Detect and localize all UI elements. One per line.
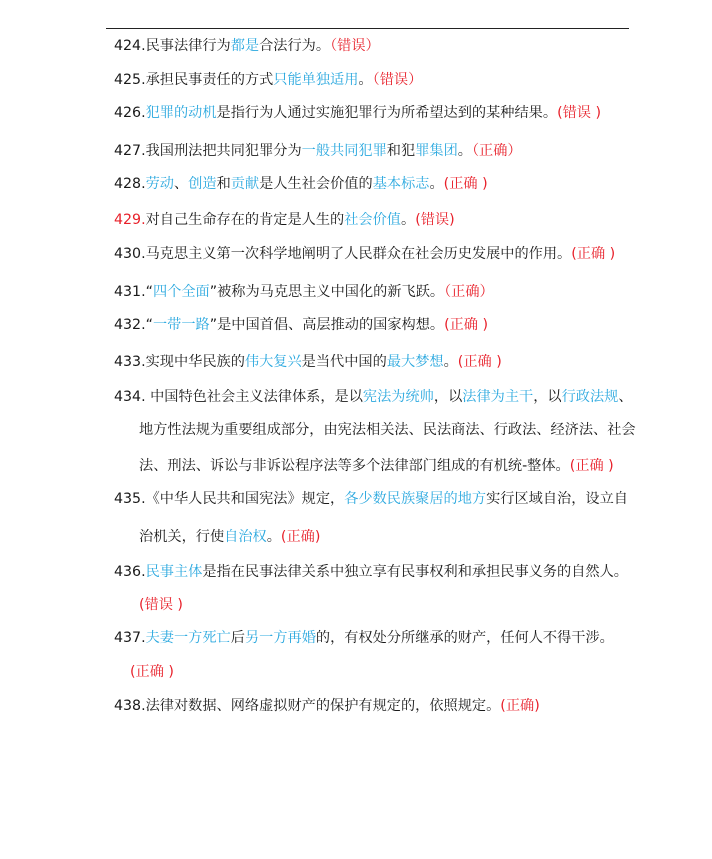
text-segment: 、 <box>618 389 633 405</box>
text-segment: 实行区域自治，设立自 <box>486 491 628 507</box>
highlight-term: 四个全面 <box>152 284 210 300</box>
highlight-term: 只能单独适用 <box>273 72 359 88</box>
text-line <box>114 387 633 407</box>
text-segment: 。 <box>358 72 373 88</box>
text-line <box>114 696 540 716</box>
text-line <box>114 141 522 161</box>
highlight-term: 贡献 <box>230 176 260 192</box>
answer-mark: （错误） <box>372 72 423 88</box>
highlight-term: 夫妻一方死亡 <box>145 630 231 646</box>
answer-mark: (正确 ) <box>444 317 489 333</box>
text-line <box>114 244 615 264</box>
text-line <box>114 562 628 582</box>
highlight-term: 基本标志 <box>372 176 430 192</box>
text-segment: 438.法律对数据、网络虚拟财产的保护有规定的，依照规定。 <box>114 698 501 714</box>
text-line <box>139 595 183 615</box>
highlight-term: 自治权 <box>224 529 267 545</box>
text-segment: 对自己生命存在的肯定是人生的 <box>145 212 345 228</box>
highlight-term: 劳动 <box>145 176 174 192</box>
text-segment: 432.“ <box>114 317 153 333</box>
highlight-term: 都是 <box>230 38 260 54</box>
highlight-term: 犯罪的动机 <box>145 105 217 121</box>
highlight-term: 行政法规 <box>561 389 619 405</box>
text-segment: 427.我国刑法把共同犯罪分为 <box>114 143 302 159</box>
text-segment: 。 <box>457 143 472 159</box>
answer-mark: （正确） <box>471 143 522 159</box>
text-segment: 。 <box>429 176 444 192</box>
text-line <box>114 70 422 90</box>
text-segment: 426. <box>114 105 146 121</box>
answer-mark: (错误 ) <box>139 597 183 613</box>
answer-mark: (正确 ) <box>571 246 616 262</box>
text-segment: 428. <box>114 176 146 192</box>
text-segment: 431.“ <box>114 284 153 300</box>
text-segment: 是当代中国的 <box>301 354 387 370</box>
text-segment: 424.民事法律行为 <box>114 38 231 54</box>
text-segment: 后 <box>230 630 245 646</box>
text-segment: 是人生社会价值的 <box>259 176 373 192</box>
text-segment: 437. <box>114 630 146 646</box>
text-segment: 435.《中华人民共和国宪法》规定， <box>114 491 345 507</box>
text-segment: 434. 中国特色社会主义法律体系，是以 <box>114 389 363 405</box>
text-segment: 治机关，行使 <box>139 529 225 545</box>
highlight-term: 一带一路 <box>152 317 210 333</box>
answer-mark: (错误 ) <box>557 105 602 121</box>
answer-mark: 429. <box>114 212 146 228</box>
answer-mark: （错误） <box>330 38 380 54</box>
answer-mark: (错误) <box>415 212 455 228</box>
text-line <box>114 489 628 509</box>
text-segment: 436. <box>114 564 146 580</box>
text-segment: ，以 <box>533 389 562 405</box>
text-line <box>114 210 455 230</box>
text-line <box>114 36 380 56</box>
text-segment: ”是中国首倡、高层推动的国家构想。 <box>209 317 445 333</box>
highlight-term: 一般共同犯罪 <box>301 143 387 159</box>
answer-mark: (正确 ) <box>457 354 502 370</box>
highlight-term: 创造 <box>188 176 217 192</box>
answer-mark: (正确 ) <box>130 664 174 680</box>
text-segment: 。 <box>266 529 281 545</box>
highlight-term: 社会价值 <box>344 212 401 228</box>
highlight-term: 罪集团 <box>415 143 458 159</box>
answer-mark: (正确) <box>280 529 321 545</box>
text-segment: 、 <box>173 176 189 192</box>
text-line <box>114 174 488 194</box>
text-segment: 和犯 <box>386 143 416 159</box>
highlight-term: 法律为主干 <box>462 389 534 405</box>
highlight-term: 伟大复兴 <box>244 354 302 370</box>
answer-mark: （正确） <box>444 284 494 300</box>
text-segment: 425.承担民事责任的方式 <box>114 72 274 88</box>
text-line <box>114 628 614 648</box>
text-segment: 是指在民事法律关系中独立享有民事权利和承担民事义务的自然人。 <box>202 564 628 580</box>
text-segment: 。 <box>443 354 458 370</box>
text-segment: 的，有权处分所继承的财产，任何人不得干涉。 <box>315 630 614 646</box>
answer-mark: (正确 ) <box>569 458 614 474</box>
highlight-term: 民事主体 <box>145 564 203 580</box>
text-segment: 和 <box>216 176 231 192</box>
text-segment: 。 <box>401 212 416 228</box>
highlight-term: 最大梦想 <box>386 354 444 370</box>
highlight-term: 宪法为统帅 <box>362 389 434 405</box>
text-segment: 433.实现中华民族的 <box>114 354 245 370</box>
text-line <box>139 527 320 547</box>
highlight-term: 另一方再婚 <box>244 630 316 646</box>
text-segment: 是指行为人通过实施犯罪行为所希望达到的某种结果。 <box>216 105 558 121</box>
text-line <box>139 420 636 440</box>
text-segment: ，以 <box>433 389 463 405</box>
text-line <box>114 315 488 335</box>
answer-mark: (正确) <box>500 698 540 714</box>
highlight-term: 各少数民族聚居的地方 <box>344 491 487 507</box>
text-line <box>114 282 494 302</box>
text-segment: 法、刑法、诉讼与非诉讼程序法等多个法律部门组成的有机统-整体。 <box>139 458 570 474</box>
text-segment: 合法行为。 <box>259 38 331 54</box>
text-line <box>114 103 601 123</box>
text-segment: 地方性法规为重要组成部分，由宪法相关法、民法商法、行政法、经济法、社会 <box>139 422 636 438</box>
answer-mark: (正确 ) <box>443 176 488 192</box>
text-segment: ”被称为马克思主义中国化的新飞跃。 <box>209 284 445 300</box>
text-line <box>114 352 502 372</box>
header-rule <box>106 28 629 29</box>
text-segment: 430.马克思主义第一次科学地阐明了人民群众在社会历史发展中的作用。 <box>114 246 572 262</box>
text-line <box>130 662 174 682</box>
text-line <box>139 456 614 476</box>
